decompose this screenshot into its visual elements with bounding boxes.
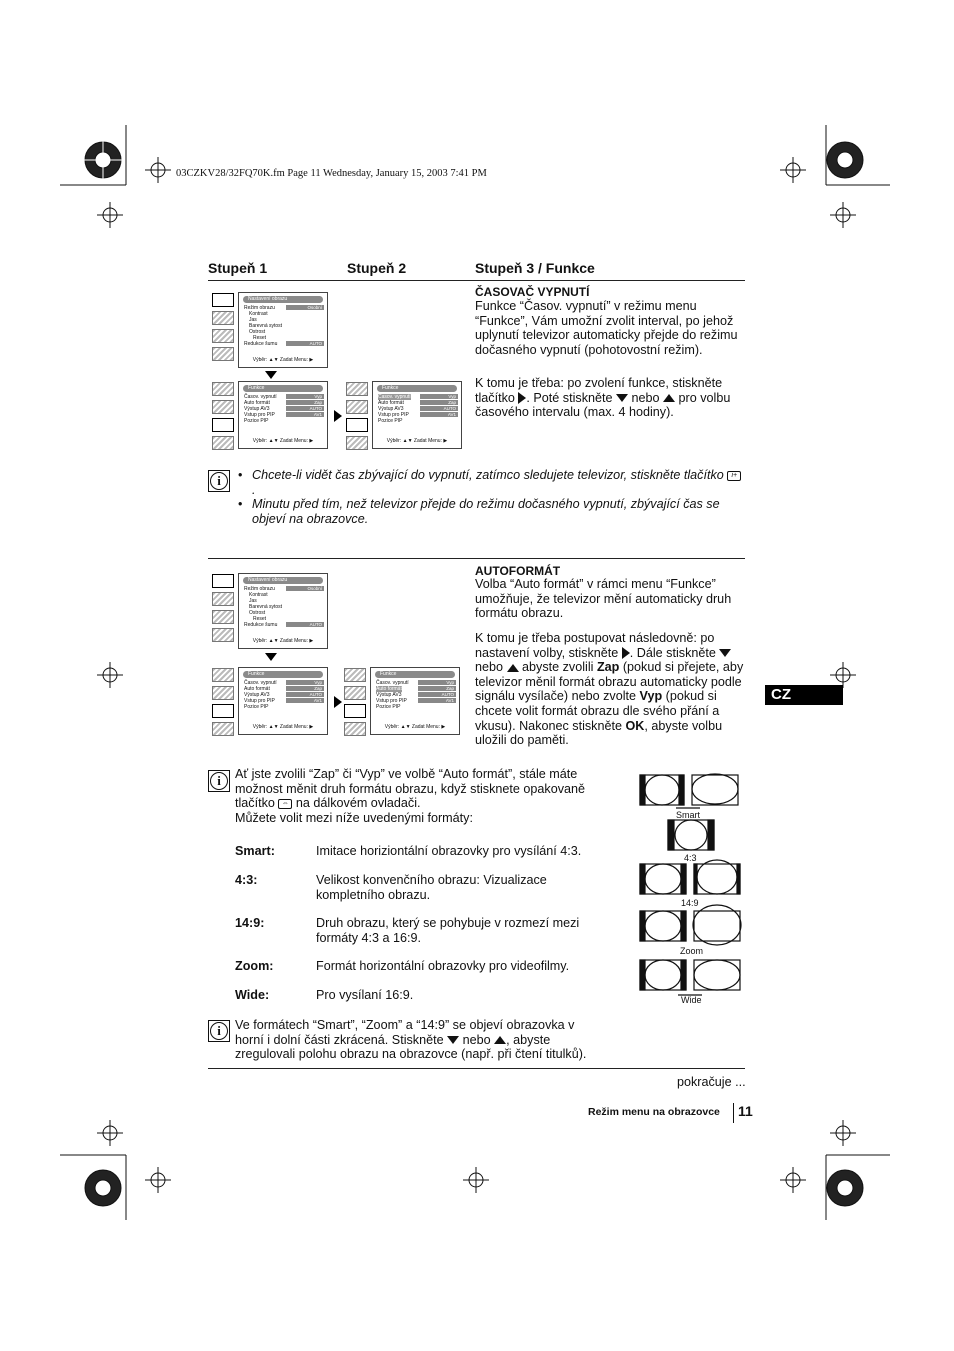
menu-row: Časov. vypnutí <box>376 680 409 686</box>
menu-icons-column <box>346 382 370 454</box>
menu-row: Auto formát <box>378 400 404 406</box>
menu-row: Auto formát <box>244 400 270 406</box>
format-illustrations <box>638 773 748 1003</box>
menu-row: Jas <box>249 317 257 323</box>
autoformat-text: abyste zvolili <box>522 660 594 675</box>
menu-row: Vstup pro PIP <box>244 412 275 418</box>
menu-row: Režim obrazu <box>244 586 275 592</box>
column-heading-level2: Stupeň 2 <box>347 260 407 276</box>
setup-menu-icon <box>212 628 234 642</box>
menu-value: AUTO <box>286 692 324 697</box>
menu-row: Ostrost <box>249 610 266 616</box>
function-menu-icon <box>212 329 234 343</box>
menu-value: AUTO <box>420 406 458 411</box>
language-badge: CZ <box>765 685 843 705</box>
format-desc-4-3: Velikost konvenčního obrazu: Vizualizace kompletního obrazu. <box>316 873 547 902</box>
menu-row: Reset <box>253 616 267 622</box>
menu-row: Ostrost <box>249 329 266 335</box>
continues-text: pokračuje ... <box>677 1075 746 1089</box>
section-rule <box>208 558 745 559</box>
sound-menu-icon <box>212 592 234 606</box>
page-number: 11 <box>738 1103 753 1119</box>
menu-row: Reset <box>253 335 267 341</box>
function-menu-title: Funkce <box>243 671 323 678</box>
zap-option: Zap <box>596 660 620 675</box>
setup-menu-icon <box>344 722 366 736</box>
menu-row: Časov. vypnutí <box>244 680 277 686</box>
function-menu-title: Funkce <box>243 385 323 392</box>
autoformat-text: nebo <box>475 660 504 675</box>
menu-row: Vstup pro PIP <box>244 698 275 704</box>
autoformat-text: (pokud si chcete volit formát obrazu dle svého přání a vkusu). Nakonec stiskněte <box>475 689 720 733</box>
menu-hint: Výběr: ▲▼ Zadat Menu: ▶ <box>384 724 446 730</box>
menu-icons-column <box>212 382 236 454</box>
note-text: Ať jste zvolili “Zap” či “Vyp” ve volbě “Auto formát”, stále máte možnost měnit druh formátu obrazu, když stisknete opakovaně tlačítko <box>235 767 586 811</box>
menu-row: Časov. vypnutí <box>244 394 277 400</box>
menu-icons-column <box>212 574 236 646</box>
note-text: , abyste zregulovali polohu obrazu na obrazovce (např. při čtení titulků). <box>235 1032 587 1062</box>
right-arrow-icon <box>334 410 342 422</box>
menu-value: AUTO <box>286 406 324 411</box>
picture-menu-icon <box>212 293 234 307</box>
menu-row: Výstup AV3 <box>244 692 270 698</box>
function-menu-icon <box>212 610 234 624</box>
picture-menu-screen <box>238 292 328 368</box>
format-desc-zoom: Formát horizontální obrazovky pro videofilmy. <box>316 959 570 973</box>
format-label-zoom: Zoom <box>680 946 704 956</box>
header-rule <box>208 280 745 281</box>
menu-row: Výstup AV3 <box>378 406 404 412</box>
format-key-4-3: 4:3: <box>235 873 258 887</box>
setup-menu-icon <box>212 347 234 361</box>
note-text: Chcete-li vidět čas zbývající do vypnutí, zatímco sledujete televizor, stiskněte tlačítko <box>252 468 724 482</box>
sound-menu-icon <box>346 400 368 414</box>
timer-text: K tomu je třeba: po zvolení funkce, stiskněte tlačítko <box>475 376 723 405</box>
sound-menu-icon <box>344 686 366 700</box>
menu-row: Redukce šumu <box>244 622 278 628</box>
up-button-icon <box>663 394 675 402</box>
menu-row: Kontrast <box>249 592 268 598</box>
autoformat-title: AUTOFORMÁT <box>475 564 561 578</box>
timer-text: . Poté stiskněte <box>526 390 613 405</box>
note-text: na dálkovém ovladači. <box>295 796 421 811</box>
menu-row: Kontrast <box>249 311 268 317</box>
menu-row: Vstup pro PIP <box>376 698 407 704</box>
right-arrow-icon <box>334 696 342 708</box>
timer-paragraph-2 <box>475 376 745 420</box>
menu-row: Režim obrazu <box>244 305 275 311</box>
menu-value: Zap <box>286 686 324 691</box>
setup-menu-icon <box>346 436 368 450</box>
menu-hint: Výběr: ▲▼ Zadat Menu: ▶ <box>252 724 314 730</box>
format-label-4-3: 4:3 <box>684 853 697 863</box>
menu-row: Pozice PIP <box>244 704 269 710</box>
setup-menu-icon <box>212 722 234 736</box>
menu-value: AV1 <box>286 412 324 417</box>
menu-icons-column <box>212 293 236 365</box>
menu-value: AUTO <box>418 692 456 697</box>
sound-menu-icon <box>212 686 234 700</box>
autoformat-text: , abyste volbu uložili do paměti. <box>475 718 723 748</box>
menu-hint: Výběr: ▲▼ Zadat Menu: ▶ <box>252 357 314 363</box>
up-button-icon <box>494 1036 506 1044</box>
menu-hint: Výběr: ▲▼ Zadat Menu: ▶ <box>252 638 314 644</box>
menu-value: Vyp <box>418 680 456 685</box>
menu-value: Osobní <box>286 305 324 310</box>
picture-menu-icon <box>346 382 368 396</box>
column-heading-level3: Stupeň 3 / Funkce <box>475 260 595 276</box>
menu-hint: Výběr: ▲▼ Zadat Menu: ▶ <box>252 438 314 444</box>
menu-value: Vyp <box>286 394 324 399</box>
note-text: Můžete volit mezi níže uvedenými formáty: <box>235 810 473 825</box>
note-text: . <box>252 482 256 497</box>
file-info-header: 03CZKV28/32FQ70K.fm Page 11 Wednesday, January 15, 2003 7:41 PM <box>176 168 487 179</box>
down-arrow-icon <box>265 371 277 379</box>
menu-icons-column <box>212 668 236 740</box>
menu-row: Barevná sytost <box>249 323 283 329</box>
format-label-smart: Smart <box>676 810 701 820</box>
sound-menu-icon <box>212 311 234 325</box>
format-key-wide: Wide: <box>235 988 270 1002</box>
autoformat-text: (pokud si přejete, aby televizor měnil formát obrazu automaticky podle signálu vysílače) nebo zvolte <box>475 660 744 704</box>
menu-row: Pozice PIP <box>376 704 401 710</box>
function-menu-screen-autoformat <box>370 667 460 735</box>
picture-menu-icon <box>212 382 234 396</box>
menu-row: Jas <box>249 598 257 604</box>
format-key-14-9: 14:9: <box>235 916 265 930</box>
format-desc-wide: Pro vysílaní 16:9. <box>316 988 414 1002</box>
down-arrow-icon <box>265 653 277 661</box>
format-note <box>235 767 605 825</box>
function-menu-title: Funkce <box>375 671 455 678</box>
sound-menu-icon <box>212 400 234 414</box>
timer-title: ČASOVAČ VYPNUTÍ <box>475 285 590 299</box>
menu-row: Barevná sytost <box>249 604 283 610</box>
menu-value: AUTO <box>286 622 324 627</box>
menu-row: Výstup AV3 <box>376 692 402 698</box>
format-key-smart: Smart: <box>235 844 275 858</box>
menu-value: Zap <box>286 400 324 405</box>
info-plus-button-icon: i+ <box>727 471 741 481</box>
menu-value: Zap <box>418 686 456 691</box>
info-icon: i <box>208 770 230 792</box>
timer-note-2: • Minutu před tím, než televizor přejde do režimu dočasného vypnutí, zbývající čas se objeví na obrazovce. <box>252 497 742 526</box>
menu-row: Pozice PIP <box>244 418 269 424</box>
menu-value: AV1 <box>286 698 324 703</box>
up-button-icon <box>507 664 519 672</box>
function-menu-screen <box>238 381 328 449</box>
picture-menu-icon <box>212 668 234 682</box>
position-note <box>235 1018 605 1062</box>
menu-value: Vyp <box>420 394 458 399</box>
setup-menu-icon <box>212 436 234 450</box>
function-menu-screen-2 <box>238 667 328 735</box>
picture-menu-icon <box>344 668 366 682</box>
menu-row-selected: Auto formát <box>376 686 402 692</box>
format-desc-smart: Imitace horiziontální obrazovky pro vysílání 4:3. <box>316 844 582 858</box>
vyp-option: Vyp <box>639 689 663 704</box>
format-key-zoom: Zoom: <box>235 959 274 973</box>
bottom-rule <box>208 1068 745 1069</box>
column-heading-level1: Stupeň 1 <box>208 260 268 276</box>
timer-text: nebo <box>631 390 660 405</box>
menu-row: Výstup AV3 <box>244 406 270 412</box>
right-button-icon <box>622 647 630 659</box>
format-button-icon: ⇔ <box>278 799 292 809</box>
menu-row-selected: Časov. vypnutí <box>378 394 411 400</box>
menu-value: Osobní <box>286 586 324 591</box>
menu-value: AV1 <box>420 412 458 417</box>
autoformat-text: K tomu je třeba postupovat následovně: po nastavení volby, stiskněte <box>475 631 715 660</box>
format-label-14-9: 14:9 <box>681 898 699 908</box>
menu-value: AUTO <box>286 341 324 346</box>
menu-icons-column <box>344 668 368 740</box>
menu-row: Auto formát <box>244 686 270 692</box>
timer-note-1 <box>252 468 742 497</box>
autoformat-paragraph-1: Volba “Auto formát” v rámci menu “Funkce” umožňuje, že televizor mění automaticky druh formátu obrazu. <box>475 577 732 621</box>
menu-value: AV1 <box>418 698 456 703</box>
function-menu-icon <box>344 704 366 718</box>
footer-section-name: Režim menu na obrazovce <box>588 1106 720 1118</box>
note-text: nebo <box>462 1032 491 1047</box>
ok-button-label: OK <box>625 718 645 733</box>
down-button-icon <box>719 649 731 657</box>
timer-paragraph-1: Funkce “Časov. vypnutí” v režimu menu “Funkce”, Vám umožní zvolit interval, po jehož uplynutí televizor automaticky přejde do režimu dočasného vypnutí (pohotovostní režim). <box>475 299 738 357</box>
function-menu-icon <box>346 418 368 432</box>
down-button-icon <box>447 1036 459 1044</box>
format-label-wide: Wide <box>681 995 702 1005</box>
info-icon: i <box>208 1020 230 1042</box>
menu-hint: Výběr: ▲▼ Zadat Menu: ▶ <box>386 438 448 444</box>
menu-row: Redukce šumu <box>244 341 278 347</box>
picture-menu-icon <box>212 574 234 588</box>
picture-menu-title: Nastavení obrazu <box>243 577 323 584</box>
menu-value: Vyp <box>286 680 324 685</box>
footer-divider <box>733 1103 734 1123</box>
function-menu-screen-timer <box>372 381 462 449</box>
info-icon: i <box>208 470 230 492</box>
down-button-icon <box>616 394 628 402</box>
timer-text: pro volbu časového intervalu (max. 4 hodiny). <box>475 390 731 420</box>
menu-value: Zap <box>420 400 458 405</box>
note-text: Ve formátech “Smart”, “Zoom” a “14:9” se objeví obrazovka v horní i dolní části zkrácená. Stiskněte <box>235 1018 575 1047</box>
function-menu-icon <box>212 704 234 718</box>
format-desc-14-9: Druh obrazu, který se pohybuje v rozmezí mezi formáty 4:3 a 16:9. <box>316 916 580 945</box>
autoformat-text: . Dále stiskněte <box>629 645 716 660</box>
menu-row: Pozice PIP <box>378 418 403 424</box>
autoformat-paragraph-2 <box>475 631 745 748</box>
function-menu-title: Funkce <box>377 385 457 392</box>
function-menu-icon <box>212 418 234 432</box>
menu-row: Vstup pro PIP <box>378 412 409 418</box>
picture-menu-title: Nastavení obrazu <box>243 296 323 303</box>
picture-menu-screen-2 <box>238 573 328 649</box>
